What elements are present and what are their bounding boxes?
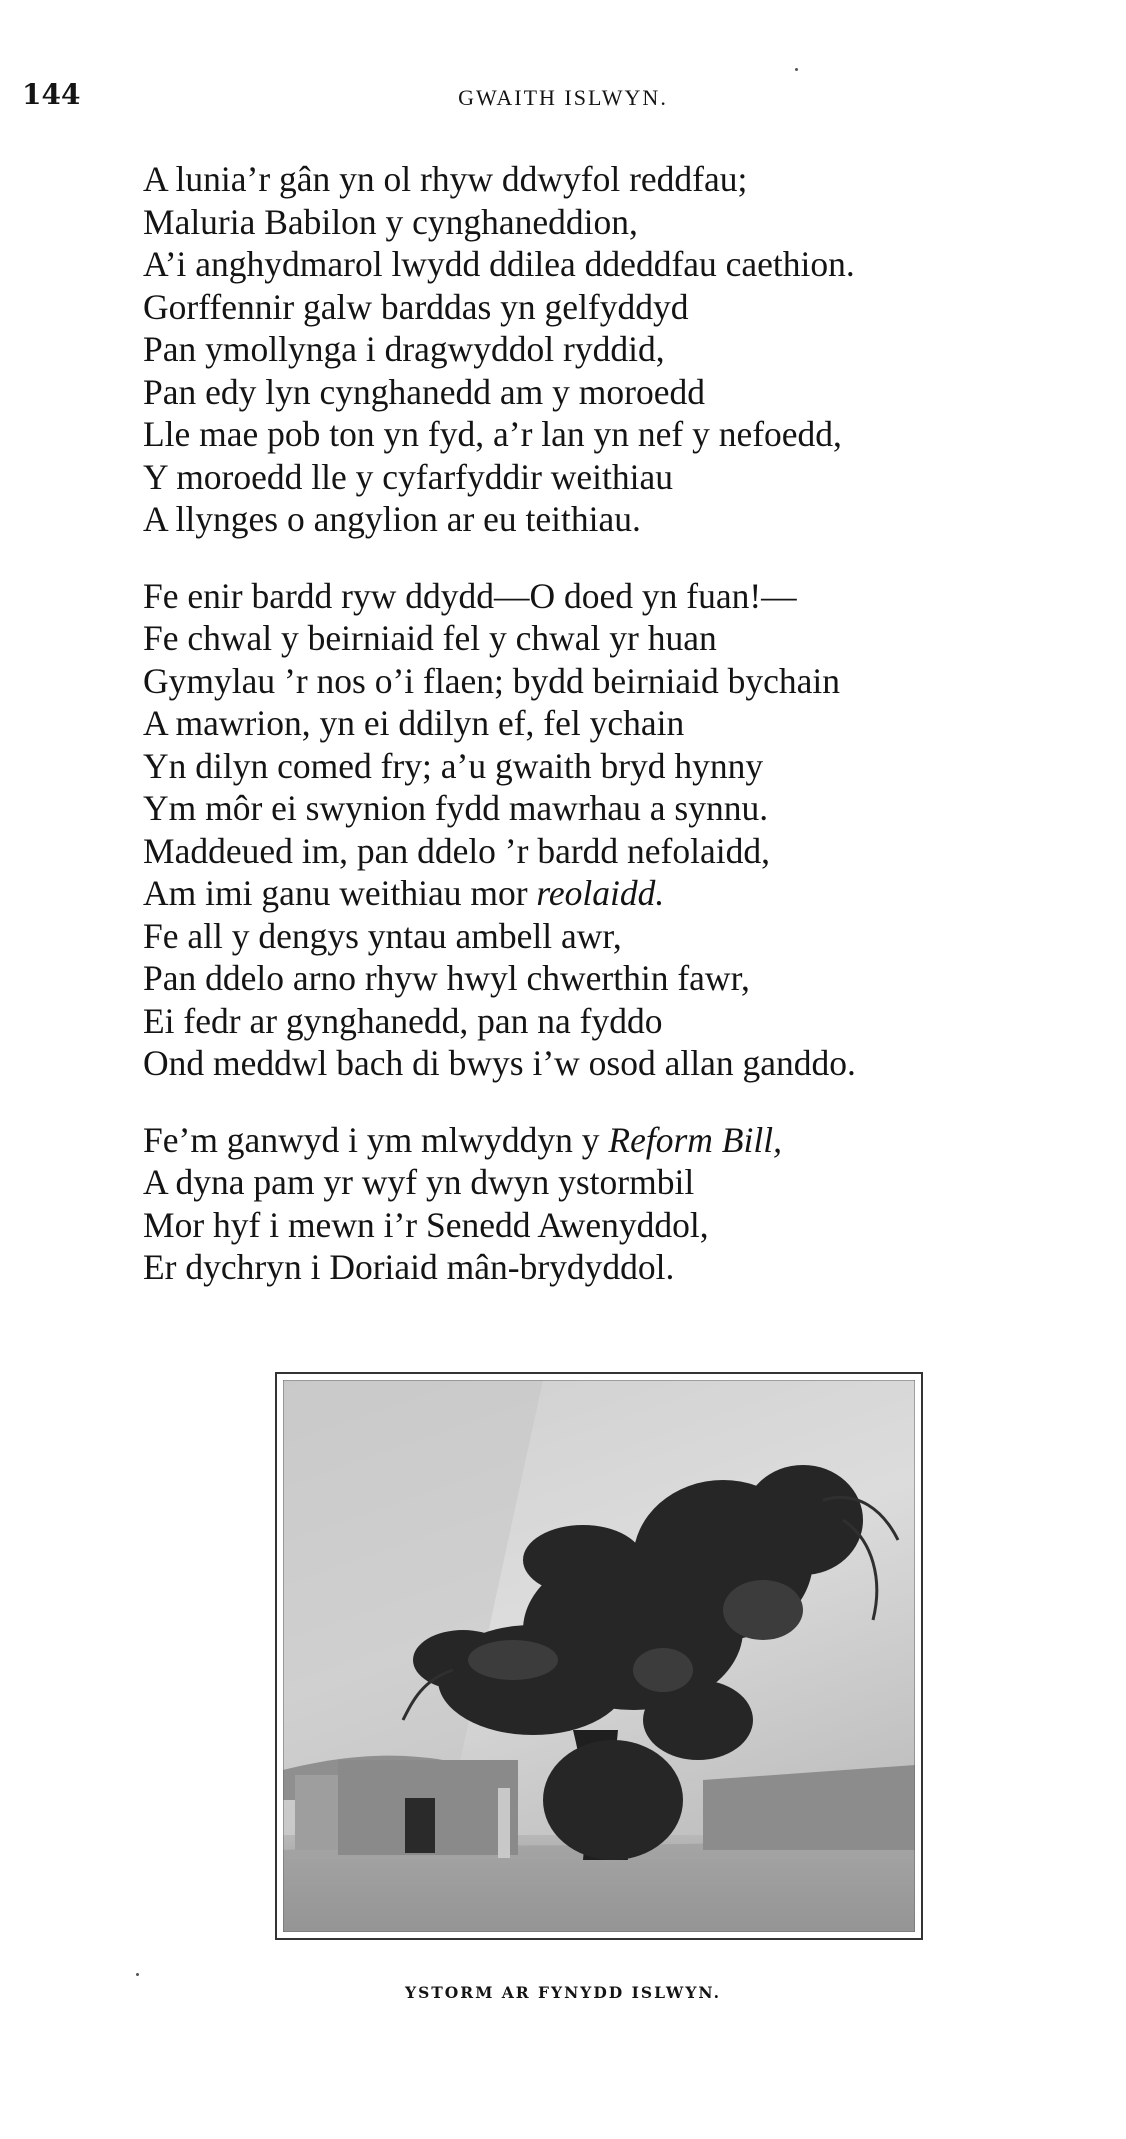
verse-line-with-italic <box>143 1119 1073 1162</box>
poem-text <box>143 158 1073 1289</box>
verse-line: A’i anghydmarol lwydd ddilea ddeddfau caethion. <box>143 244 855 284</box>
stanza-2 <box>143 575 1073 1085</box>
verse-line: Fe enir bardd ryw ddydd—O doed yn fuan!— <box>143 575 797 616</box>
page-number: 144 <box>22 78 81 111</box>
verse-line: Fe all y dengys yntau ambell awr, <box>143 915 622 956</box>
verse-line: Yn dilyn comed fry; a’u gwaith bryd hynny <box>143 745 764 786</box>
verse-line: A mawrion, yn ei ddilyn ef, fel ychain <box>143 703 685 743</box>
verse-line: Lle mae pob ton yn fyd, a’r lan yn nef y nefoedd, <box>143 414 842 454</box>
verse-line: Maluria Babilon y cynghaneddion, <box>143 201 638 242</box>
verse-line: Mor hyf i mewn i’r Senedd Awenyddol, <box>143 1204 709 1245</box>
gate-post <box>498 1788 510 1858</box>
verse-line: Ym môr ei swynion fydd mawrhau a synnu. <box>143 788 769 828</box>
stanza-gap <box>143 1085 1073 1119</box>
photograph-plate <box>275 1372 923 1940</box>
page-header <box>0 78 1126 118</box>
verse-line: Gymylau ’r nos o’i flaen; bydd beirniaid bychain <box>143 660 840 701</box>
print-speck <box>136 1973 139 1976</box>
verse-line: Gorffennir galw barddas yn gelfyddyd <box>143 286 689 327</box>
verse-line: Pan edy lyn cynghanedd am y moroedd <box>143 371 705 412</box>
stanza-3 <box>143 1119 1073 1289</box>
verse-line: Pan ddelo arno rhyw hwyl chwerthin fawr, <box>143 958 750 998</box>
verse-line: A dyna pam yr wyf yn dwyn ystormbil <box>143 1162 695 1202</box>
verse-line: Ond meddwl bach di bwys i’w osod allan ganddo. <box>143 1043 856 1083</box>
verse-line: Pan ymollynga i dragwyddol ryddid, <box>143 329 665 369</box>
running-title: GWAITH ISLWYN. <box>458 85 668 110</box>
verse-line: Y moroedd lle y cyfarfyddir weithiau <box>143 456 674 497</box>
verse-line: A lunia’r gân yn ol rhyw ddwyfol reddfau; <box>143 159 748 199</box>
verse-line: Ei fedr ar gynghanedd, pan na fyddo <box>143 1000 663 1041</box>
stanza-gap <box>143 541 1073 575</box>
print-speck <box>795 68 798 71</box>
verse-line: Er dychryn i Doriaid mân-brydyddol. <box>143 1247 675 1287</box>
italic-phrase: Reform Bill, <box>608 1119 782 1160</box>
verse-line: Maddeued im, pan ddelo ’r bardd nefolaidd, <box>143 830 770 871</box>
verse-line-text: Am imi ganu weithiau mor <box>143 873 537 913</box>
plate-caption: YSTORM AR FYNYDD ISLWYN. <box>405 1983 721 2002</box>
doorway <box>405 1798 435 1853</box>
verse-line: A llynges o angylion ar eu teithiau. <box>143 499 641 539</box>
storm-tree-photograph <box>283 1380 915 1932</box>
stanza-1 <box>143 158 1073 541</box>
verse-line: Fe chwal y beirniaid fel y chwal yr huan <box>143 618 717 658</box>
italic-word: reolaidd. <box>536 873 665 913</box>
verse-line-with-italic <box>143 872 1073 915</box>
verse-line-text: Fe’m ganwyd i ym mlwyddyn y <box>143 1119 609 1160</box>
